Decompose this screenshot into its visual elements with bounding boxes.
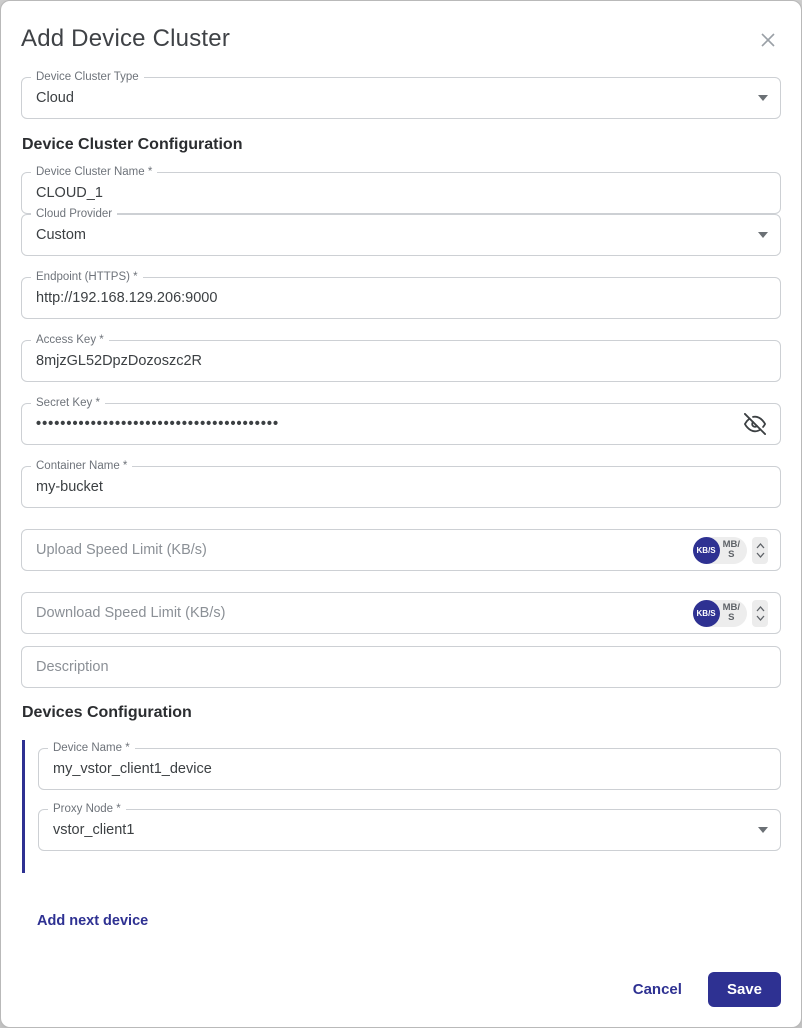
access-key-input[interactable] xyxy=(36,353,768,369)
description-field[interactable] xyxy=(21,646,781,688)
device-cluster-name-field[interactable] xyxy=(21,166,781,214)
chevron-down-icon xyxy=(756,615,765,621)
upload-speed-field[interactable] xyxy=(21,529,781,571)
access-key-label: Access Key * xyxy=(31,333,109,348)
endpoint-input[interactable] xyxy=(36,290,768,306)
toggle-visibility-button[interactable] xyxy=(742,411,768,437)
container-name-input[interactable] xyxy=(36,479,768,495)
download-speed-field[interactable] xyxy=(21,592,781,634)
upload-speed-input[interactable] xyxy=(36,542,693,558)
unit-alt-line2: S xyxy=(728,549,735,560)
unit-alt-line1: MB/ xyxy=(722,539,740,550)
dialog-title: Add Device Cluster xyxy=(21,25,231,52)
device-cluster-type-value: Cloud xyxy=(36,90,74,106)
secret-key-field[interactable] xyxy=(21,397,781,445)
unit-alt-line2: S xyxy=(728,612,735,623)
endpoint-field[interactable] xyxy=(21,271,781,319)
device-name-label: Device Name * xyxy=(48,741,135,756)
container-name-label: Container Name * xyxy=(31,459,132,474)
endpoint-label: Endpoint (HTTPS) * xyxy=(31,270,143,285)
close-icon xyxy=(759,31,777,49)
dialog-header xyxy=(21,25,781,53)
proxy-node-value: vstor_client1 xyxy=(53,822,135,838)
device-cluster-type-select[interactable] xyxy=(21,71,781,119)
download-speed-unit-group xyxy=(693,600,768,627)
add-next-device-button[interactable]: Add next device xyxy=(37,913,149,929)
container-name-field[interactable] xyxy=(21,460,781,508)
device-cluster-name-label: Device Cluster Name * xyxy=(31,165,157,180)
device-name-field[interactable] xyxy=(38,742,781,790)
save-button[interactable]: Save xyxy=(708,972,781,1007)
upload-speed-stepper[interactable] xyxy=(752,537,768,564)
device-name-input[interactable] xyxy=(53,761,768,777)
upload-unit-kbs-selected[interactable]: KB/S xyxy=(693,537,720,564)
proxy-node-select[interactable] xyxy=(38,803,781,851)
access-key-field[interactable] xyxy=(21,334,781,382)
secret-key-label: Secret Key * xyxy=(31,396,105,411)
upload-speed-unit-group xyxy=(693,537,768,564)
upload-unit-mbs-option[interactable] xyxy=(723,540,740,560)
unit-alt-line1: MB/ xyxy=(722,602,740,613)
device-cluster-name-input[interactable] xyxy=(36,185,768,201)
download-unit-mbs-option[interactable] xyxy=(723,603,740,623)
secret-key-input[interactable] xyxy=(36,416,742,432)
close-button[interactable] xyxy=(755,27,781,53)
chevron-down-icon xyxy=(758,232,768,238)
cloud-provider-label: Cloud Provider xyxy=(31,207,117,222)
devices-config-heading: Devices Configuration xyxy=(22,704,192,721)
cloud-provider-value: Custom xyxy=(36,227,86,243)
chevron-up-icon xyxy=(756,606,765,612)
description-input[interactable] xyxy=(36,659,768,675)
download-unit-kbs-selected[interactable]: KB/S xyxy=(693,600,720,627)
cluster-config-heading: Device Cluster Configuration xyxy=(22,136,243,153)
download-speed-stepper[interactable] xyxy=(752,600,768,627)
cancel-button[interactable]: Cancel xyxy=(632,981,682,998)
device-entry-group xyxy=(22,740,781,873)
chevron-down-icon xyxy=(756,552,765,558)
download-speed-input[interactable] xyxy=(36,605,693,621)
download-unit-toggle[interactable] xyxy=(693,600,747,627)
proxy-node-label: Proxy Node * xyxy=(48,802,126,817)
chevron-down-icon xyxy=(758,95,768,101)
device-cluster-type-label: Device Cluster Type xyxy=(31,70,144,85)
chevron-down-icon xyxy=(758,827,768,833)
eye-off-icon xyxy=(744,413,766,435)
dialog-footer xyxy=(21,956,781,1007)
upload-unit-toggle[interactable] xyxy=(693,537,747,564)
chevron-up-icon xyxy=(756,543,765,549)
cloud-provider-select[interactable] xyxy=(21,208,781,256)
